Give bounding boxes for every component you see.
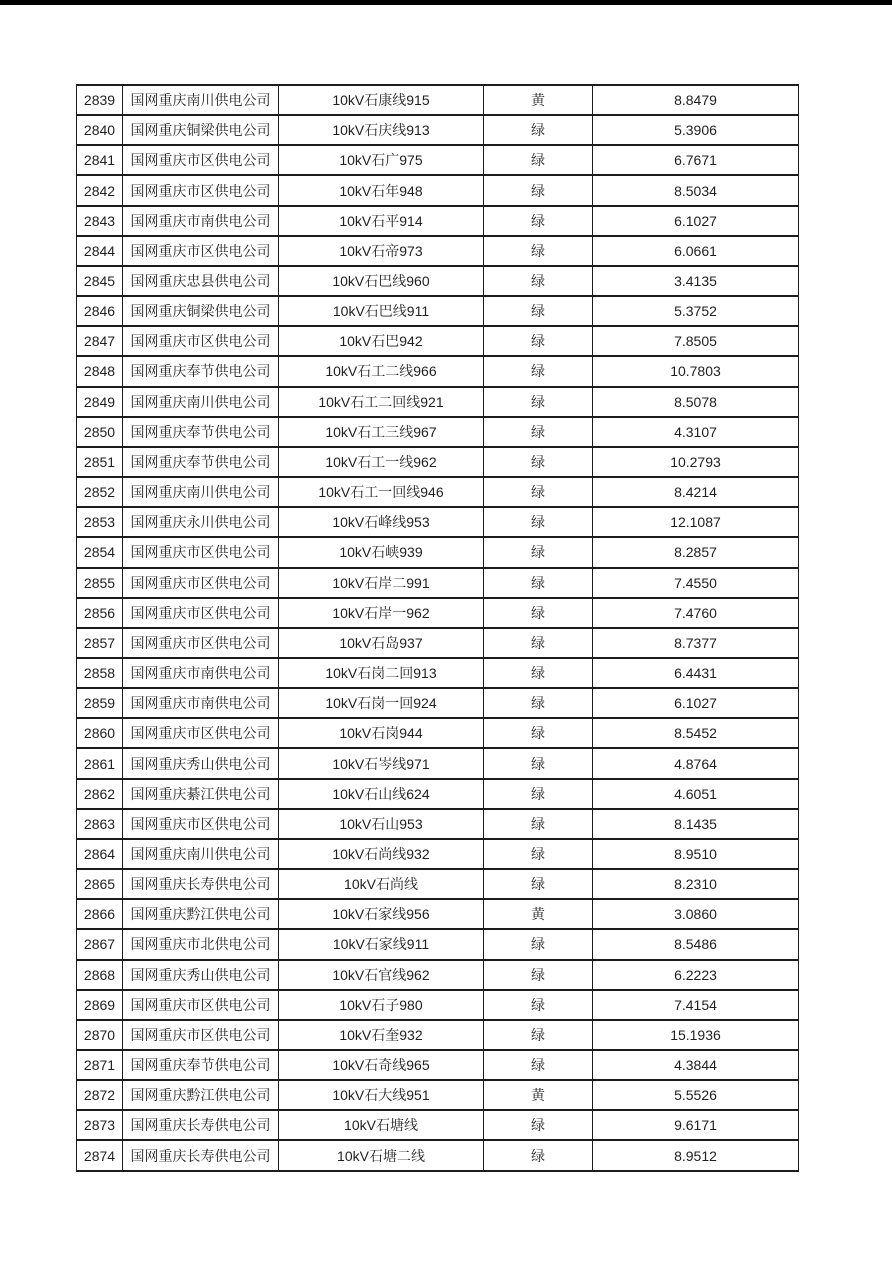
status-color-cell: 绿 (484, 748, 593, 778)
company-name-cell: 国网重庆奉节供电公司 (123, 417, 279, 447)
line-name-cell: 10kV石岑线971 (279, 748, 484, 778)
table-row (77, 990, 799, 1020)
status-color-cell: 绿 (484, 206, 593, 236)
line-name-cell: 10kV石尚线932 (279, 839, 484, 869)
row-number-cell: 2860 (77, 718, 123, 748)
line-name-cell: 10kV石岗二回913 (279, 658, 484, 688)
status-color-cell: 绿 (484, 447, 593, 477)
row-number-cell: 2864 (77, 839, 123, 869)
status-color-cell: 绿 (484, 1140, 593, 1171)
value-cell: 8.2310 (593, 869, 799, 899)
table-row (77, 507, 799, 537)
line-name-cell: 10kV石康线915 (279, 85, 484, 115)
row-number-cell: 2858 (77, 658, 123, 688)
value-cell: 8.4214 (593, 477, 799, 507)
table-row (77, 206, 799, 236)
company-name-cell: 国网重庆奉节供电公司 (123, 1050, 279, 1080)
table-row (77, 1020, 799, 1050)
status-color-cell: 绿 (484, 568, 593, 598)
value-cell: 6.4431 (593, 658, 799, 688)
table-row (77, 899, 799, 929)
company-name-cell: 国网重庆秀山供电公司 (123, 960, 279, 990)
row-number-cell: 2867 (77, 929, 123, 959)
status-color-cell: 绿 (484, 266, 593, 296)
row-number-cell: 2842 (77, 175, 123, 205)
status-color-cell: 绿 (484, 598, 593, 628)
company-name-cell: 国网重庆市区供电公司 (123, 990, 279, 1020)
status-color-cell: 绿 (484, 1050, 593, 1080)
row-number-cell: 2849 (77, 387, 123, 417)
company-name-cell: 国网重庆南川供电公司 (123, 85, 279, 115)
line-name-cell: 10kV石巴942 (279, 326, 484, 356)
value-cell: 8.5486 (593, 929, 799, 959)
value-cell: 5.5526 (593, 1080, 799, 1110)
table-row (77, 1050, 799, 1080)
row-number-cell: 2855 (77, 568, 123, 598)
value-cell: 6.7671 (593, 145, 799, 175)
table-row (77, 748, 799, 778)
row-number-cell: 2861 (77, 748, 123, 778)
row-number-cell: 2868 (77, 960, 123, 990)
line-name-cell: 10kV石工二线966 (279, 356, 484, 386)
row-number-cell: 2852 (77, 477, 123, 507)
row-number-cell: 2841 (77, 145, 123, 175)
value-cell: 8.1435 (593, 809, 799, 839)
table-row (77, 85, 799, 115)
line-name-cell: 10kV石岗一回924 (279, 688, 484, 718)
table-row (77, 869, 799, 899)
company-name-cell: 国网重庆南川供电公司 (123, 387, 279, 417)
row-number-cell: 2846 (77, 296, 123, 326)
table-row (77, 326, 799, 356)
line-name-cell: 10kV石山线624 (279, 779, 484, 809)
row-number-cell: 2863 (77, 809, 123, 839)
table-row (77, 568, 799, 598)
row-number-cell: 2856 (77, 598, 123, 628)
row-number-cell: 2862 (77, 779, 123, 809)
status-color-cell: 绿 (484, 1020, 593, 1050)
line-name-cell: 10kV石帝973 (279, 236, 484, 266)
row-number-cell: 2854 (77, 537, 123, 567)
line-name-cell: 10kV石子980 (279, 990, 484, 1020)
company-name-cell: 国网重庆奉节供电公司 (123, 356, 279, 386)
value-cell: 8.7377 (593, 628, 799, 658)
table-row (77, 356, 799, 386)
line-name-cell: 10kV石官线962 (279, 960, 484, 990)
value-cell: 8.5078 (593, 387, 799, 417)
value-cell: 10.7803 (593, 356, 799, 386)
status-color-cell: 黄 (484, 1080, 593, 1110)
line-name-cell: 10kV石塘二线 (279, 1140, 484, 1171)
company-name-cell: 国网重庆市区供电公司 (123, 326, 279, 356)
company-name-cell: 国网重庆市区供电公司 (123, 809, 279, 839)
company-name-cell: 国网重庆秀山供电公司 (123, 748, 279, 778)
table-row (77, 115, 799, 145)
status-color-cell: 绿 (484, 236, 593, 266)
line-name-cell: 10kV石峰线953 (279, 507, 484, 537)
status-color-cell: 绿 (484, 115, 593, 145)
status-color-cell: 绿 (484, 145, 593, 175)
status-color-cell: 绿 (484, 839, 593, 869)
value-cell: 7.4154 (593, 990, 799, 1020)
value-cell: 5.3752 (593, 296, 799, 326)
line-name-cell: 10kV石家线911 (279, 929, 484, 959)
value-cell: 15.1936 (593, 1020, 799, 1050)
table-row (77, 688, 799, 718)
company-name-cell: 国网重庆铜梁供电公司 (123, 296, 279, 326)
value-cell: 6.0661 (593, 236, 799, 266)
table-row (77, 387, 799, 417)
company-name-cell: 国网重庆市区供电公司 (123, 236, 279, 266)
company-name-cell: 国网重庆市区供电公司 (123, 1020, 279, 1050)
status-color-cell: 绿 (484, 326, 593, 356)
company-name-cell: 国网重庆忠县供电公司 (123, 266, 279, 296)
company-name-cell: 国网重庆南川供电公司 (123, 839, 279, 869)
row-number-cell: 2853 (77, 507, 123, 537)
table-row (77, 1140, 799, 1171)
line-name-cell: 10kV石广975 (279, 145, 484, 175)
value-cell: 7.8505 (593, 326, 799, 356)
company-name-cell: 国网重庆黔江供电公司 (123, 1080, 279, 1110)
company-name-cell: 国网重庆长寿供电公司 (123, 1140, 279, 1171)
row-number-cell: 2857 (77, 628, 123, 658)
company-name-cell: 国网重庆市区供电公司 (123, 718, 279, 748)
company-name-cell: 国网重庆市南供电公司 (123, 688, 279, 718)
company-name-cell: 国网重庆市区供电公司 (123, 537, 279, 567)
status-color-cell: 绿 (484, 1110, 593, 1140)
row-number-cell: 2865 (77, 869, 123, 899)
value-cell: 6.1027 (593, 206, 799, 236)
value-cell: 4.8764 (593, 748, 799, 778)
company-name-cell: 国网重庆綦江供电公司 (123, 779, 279, 809)
value-cell: 8.5452 (593, 718, 799, 748)
value-cell: 8.5034 (593, 175, 799, 205)
line-name-cell: 10kV石巴线960 (279, 266, 484, 296)
value-cell: 8.2857 (593, 537, 799, 567)
row-number-cell: 2871 (77, 1050, 123, 1080)
line-name-cell: 10kV石工二回线921 (279, 387, 484, 417)
table-row (77, 628, 799, 658)
line-name-cell: 10kV石大线951 (279, 1080, 484, 1110)
row-number-cell: 2848 (77, 356, 123, 386)
table-row (77, 537, 799, 567)
status-color-cell: 绿 (484, 628, 593, 658)
company-name-cell: 国网重庆市区供电公司 (123, 628, 279, 658)
line-name-cell: 10kV石奎932 (279, 1020, 484, 1050)
company-name-cell: 国网重庆长寿供电公司 (123, 869, 279, 899)
status-color-cell: 绿 (484, 809, 593, 839)
row-number-cell: 2843 (77, 206, 123, 236)
value-cell: 10.2793 (593, 447, 799, 477)
status-color-cell: 黄 (484, 899, 593, 929)
row-number-cell: 2840 (77, 115, 123, 145)
line-name-cell: 10kV石塘线 (279, 1110, 484, 1140)
line-name-cell: 10kV石家线956 (279, 899, 484, 929)
row-number-cell: 2851 (77, 447, 123, 477)
value-cell: 5.3906 (593, 115, 799, 145)
status-color-cell: 绿 (484, 296, 593, 326)
table-row (77, 266, 799, 296)
status-color-cell: 绿 (484, 688, 593, 718)
row-number-cell: 2869 (77, 990, 123, 1020)
status-color-cell: 绿 (484, 779, 593, 809)
line-name-cell: 10kV石工三线967 (279, 417, 484, 447)
table-row (77, 960, 799, 990)
status-color-cell: 绿 (484, 718, 593, 748)
status-color-cell: 绿 (484, 929, 593, 959)
line-name-cell: 10kV石岛937 (279, 628, 484, 658)
top-border-bar (0, 0, 892, 5)
row-number-cell: 2845 (77, 266, 123, 296)
value-cell: 9.6171 (593, 1110, 799, 1140)
line-name-cell: 10kV石工一回线946 (279, 477, 484, 507)
value-cell: 4.3844 (593, 1050, 799, 1080)
value-cell: 7.4760 (593, 598, 799, 628)
row-number-cell: 2872 (77, 1080, 123, 1110)
status-color-cell: 绿 (484, 869, 593, 899)
company-name-cell: 国网重庆奉节供电公司 (123, 447, 279, 477)
line-name-cell: 10kV石岸一962 (279, 598, 484, 628)
status-color-cell: 绿 (484, 356, 593, 386)
line-name-cell: 10kV石工一线962 (279, 447, 484, 477)
status-color-cell: 绿 (484, 658, 593, 688)
table-row (77, 598, 799, 628)
line-name-cell: 10kV石庆线913 (279, 115, 484, 145)
table-row (77, 718, 799, 748)
line-name-cell: 10kV石山953 (279, 809, 484, 839)
line-name-cell: 10kV石年948 (279, 175, 484, 205)
value-cell: 4.6051 (593, 779, 799, 809)
company-name-cell: 国网重庆市区供电公司 (123, 598, 279, 628)
table-row (77, 1110, 799, 1140)
row-number-cell: 2839 (77, 85, 123, 115)
company-name-cell: 国网重庆市北供电公司 (123, 929, 279, 959)
table-row (77, 779, 799, 809)
row-number-cell: 2874 (77, 1140, 123, 1171)
value-cell: 3.0860 (593, 899, 799, 929)
status-color-cell: 绿 (484, 477, 593, 507)
status-color-cell: 绿 (484, 537, 593, 567)
row-number-cell: 2870 (77, 1020, 123, 1050)
line-name-cell: 10kV石平914 (279, 206, 484, 236)
table-row (77, 658, 799, 688)
company-name-cell: 国网重庆市区供电公司 (123, 145, 279, 175)
table-row (77, 447, 799, 477)
row-number-cell: 2866 (77, 899, 123, 929)
company-name-cell: 国网重庆市南供电公司 (123, 658, 279, 688)
table-row (77, 1080, 799, 1110)
company-name-cell: 国网重庆永川供电公司 (123, 507, 279, 537)
company-name-cell: 国网重庆黔江供电公司 (123, 899, 279, 929)
line-name-cell: 10kV石岗944 (279, 718, 484, 748)
table-row (77, 417, 799, 447)
table-row (77, 809, 799, 839)
value-cell: 3.4135 (593, 266, 799, 296)
table-row (77, 477, 799, 507)
status-color-cell: 绿 (484, 990, 593, 1020)
table-row (77, 296, 799, 326)
line-name-cell: 10kV石峡939 (279, 537, 484, 567)
table-row (77, 145, 799, 175)
company-name-cell: 国网重庆市区供电公司 (123, 175, 279, 205)
table-row (77, 175, 799, 205)
row-number-cell: 2844 (77, 236, 123, 266)
value-cell: 7.4550 (593, 568, 799, 598)
row-number-cell: 2847 (77, 326, 123, 356)
status-color-cell: 绿 (484, 175, 593, 205)
status-color-cell: 绿 (484, 960, 593, 990)
line-name-cell: 10kV石巴线911 (279, 296, 484, 326)
value-cell: 4.3107 (593, 417, 799, 447)
line-name-cell: 10kV石岸二991 (279, 568, 484, 598)
company-name-cell: 国网重庆南川供电公司 (123, 477, 279, 507)
value-cell: 6.1027 (593, 688, 799, 718)
row-number-cell: 2873 (77, 1110, 123, 1140)
company-name-cell: 国网重庆市区供电公司 (123, 568, 279, 598)
status-color-cell: 绿 (484, 507, 593, 537)
company-name-cell: 国网重庆铜梁供电公司 (123, 115, 279, 145)
company-name-cell: 国网重庆长寿供电公司 (123, 1110, 279, 1140)
value-cell: 6.2223 (593, 960, 799, 990)
status-color-cell: 绿 (484, 387, 593, 417)
value-cell: 8.8479 (593, 85, 799, 115)
power-line-table (76, 84, 799, 1172)
line-name-cell: 10kV石尚线 (279, 869, 484, 899)
company-name-cell: 国网重庆市南供电公司 (123, 206, 279, 236)
row-number-cell: 2859 (77, 688, 123, 718)
value-cell: 12.1087 (593, 507, 799, 537)
line-name-cell: 10kV石奇线965 (279, 1050, 484, 1080)
table-row (77, 929, 799, 959)
table-row (77, 236, 799, 266)
table-row (77, 839, 799, 869)
row-number-cell: 2850 (77, 417, 123, 447)
status-color-cell: 绿 (484, 417, 593, 447)
value-cell: 8.9510 (593, 839, 799, 869)
value-cell: 8.9512 (593, 1140, 799, 1171)
status-color-cell: 黄 (484, 85, 593, 115)
